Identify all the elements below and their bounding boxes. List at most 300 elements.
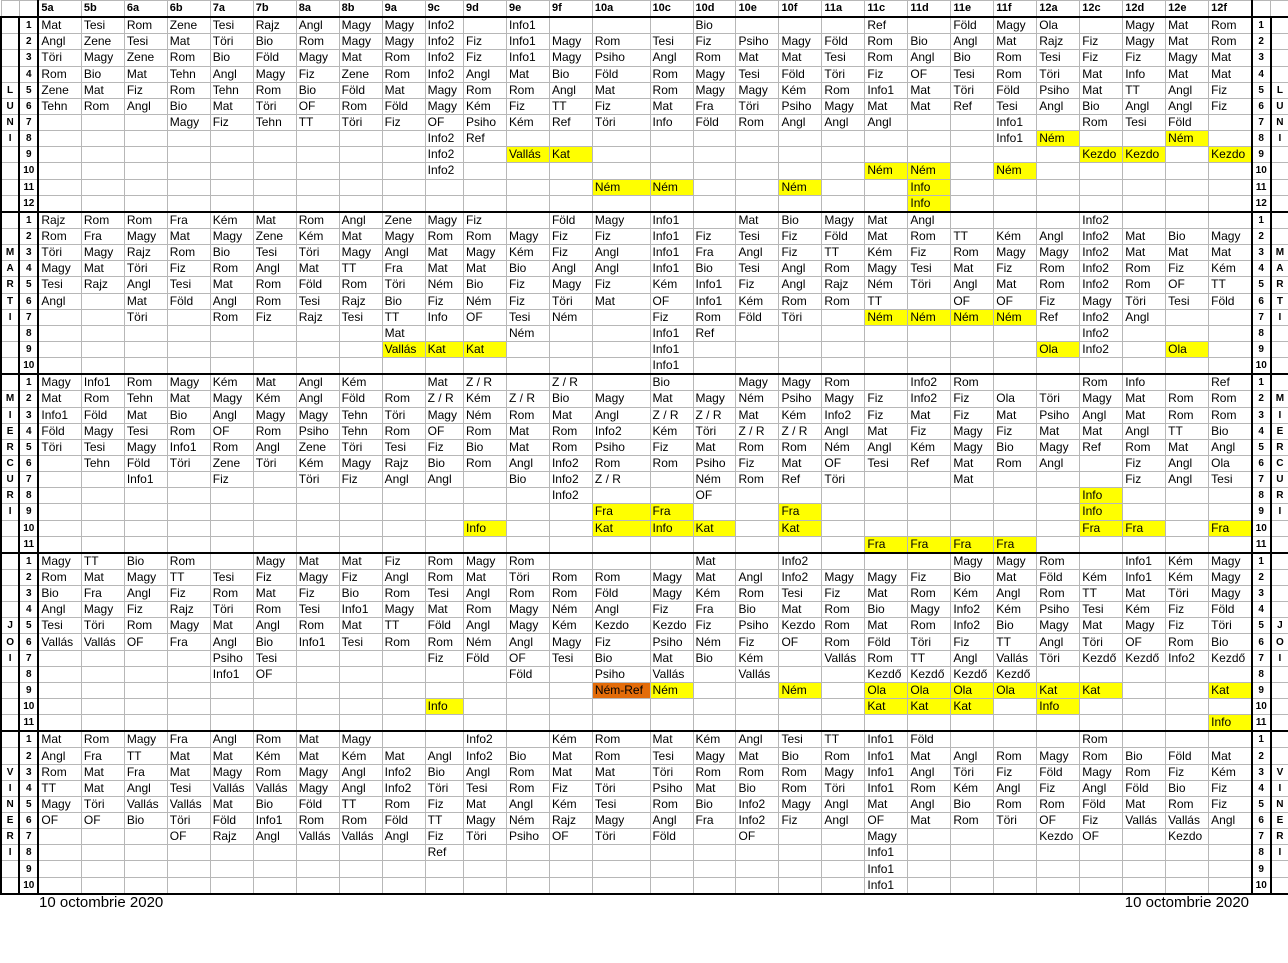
period-number: 4 xyxy=(1252,66,1271,82)
lesson-cell: Föld xyxy=(650,829,693,845)
lesson-cell xyxy=(210,341,253,357)
lesson-cell: Rom xyxy=(822,82,865,98)
lesson-cell: Rom xyxy=(382,796,425,812)
lesson-cell: Magy xyxy=(1209,228,1252,244)
lesson-cell: Föld xyxy=(124,455,167,471)
lesson-cell: Töri xyxy=(38,245,81,261)
lesson-cell xyxy=(339,325,382,341)
lesson-cell xyxy=(650,553,693,570)
lesson-cell: Ném xyxy=(865,309,908,325)
lesson-cell xyxy=(994,699,1037,715)
day-letter xyxy=(1271,50,1288,66)
lesson-cell: Töri xyxy=(779,309,822,325)
lesson-cell: Angl xyxy=(1037,634,1080,650)
period-number: 4 xyxy=(19,780,38,796)
day-letter xyxy=(1271,17,1288,34)
lesson-cell: Fra xyxy=(865,536,908,553)
lesson-cell xyxy=(382,520,425,536)
lesson-cell: Bio xyxy=(506,748,549,764)
lesson-cell xyxy=(464,504,507,520)
lesson-cell: Kém xyxy=(1166,553,1209,570)
period-number: 6 xyxy=(19,813,38,829)
lesson-cell: Kém xyxy=(693,586,736,602)
lesson-cell: TT xyxy=(382,618,425,634)
lesson-cell: Rajz xyxy=(81,277,124,293)
class-header: 5a xyxy=(38,1,81,18)
period-number: 7 xyxy=(1252,650,1271,666)
lesson-cell: Tesi xyxy=(650,34,693,50)
lesson-cell: Z / R xyxy=(592,472,650,488)
lesson-cell xyxy=(1209,212,1252,229)
lesson-cell: Töri xyxy=(951,764,994,780)
lesson-cell xyxy=(253,147,296,163)
lesson-cell xyxy=(1209,845,1252,861)
lesson-cell: Kém xyxy=(736,293,779,309)
lesson-cell xyxy=(549,536,592,553)
lesson-cell: TT xyxy=(908,650,951,666)
lesson-cell: Tesi xyxy=(779,586,822,602)
lesson-cell xyxy=(464,147,507,163)
lesson-cell: Töri xyxy=(81,618,124,634)
lesson-cell: Fiz xyxy=(506,293,549,309)
lesson-cell: Psiho xyxy=(650,780,693,796)
lesson-cell xyxy=(865,131,908,147)
day-letter: T xyxy=(1,293,19,309)
period-number: 7 xyxy=(19,309,38,325)
lesson-cell: Magy xyxy=(650,586,693,602)
lesson-cell: Kezdo xyxy=(1080,147,1123,163)
lesson-cell: Kém xyxy=(506,114,549,130)
lesson-cell xyxy=(38,358,81,375)
lesson-cell: Bio xyxy=(779,212,822,229)
lesson-cell xyxy=(506,341,549,357)
lesson-cell xyxy=(382,131,425,147)
lesson-cell: Rom xyxy=(822,602,865,618)
lesson-cell: Kém xyxy=(253,391,296,407)
lesson-cell xyxy=(382,163,425,179)
lesson-cell xyxy=(693,163,736,179)
lesson-cell: Angl xyxy=(506,455,549,471)
day-letter xyxy=(1271,195,1288,212)
period-row xyxy=(1,309,1288,325)
lesson-cell: Bio xyxy=(951,569,994,585)
lesson-cell: Bio xyxy=(951,50,994,66)
lesson-cell xyxy=(382,650,425,666)
period-row xyxy=(1,553,1288,570)
lesson-cell xyxy=(592,715,650,732)
day-letter xyxy=(1271,34,1288,50)
lesson-cell: Tehn xyxy=(81,455,124,471)
lesson-cell xyxy=(124,114,167,130)
lesson-cell xyxy=(339,861,382,877)
lesson-cell xyxy=(908,325,951,341)
lesson-cell xyxy=(693,861,736,877)
day-letter: I xyxy=(1,309,19,325)
lesson-cell xyxy=(1209,179,1252,195)
lesson-cell: Vallás xyxy=(650,666,693,682)
day-letter: A xyxy=(1271,261,1288,277)
lesson-cell: Fiz xyxy=(1166,764,1209,780)
lesson-cell: Fiz xyxy=(425,796,463,812)
period-number: 7 xyxy=(1252,309,1271,325)
lesson-cell: Bio xyxy=(124,553,167,570)
lesson-cell xyxy=(994,341,1037,357)
lesson-cell: Kém xyxy=(464,98,507,114)
lesson-cell xyxy=(908,861,951,877)
lesson-cell xyxy=(908,845,951,861)
lesson-cell xyxy=(951,147,994,163)
lesson-cell xyxy=(736,504,779,520)
lesson-cell: Ném xyxy=(736,391,779,407)
lesson-cell xyxy=(865,341,908,357)
lesson-cell: Psiho xyxy=(296,423,339,439)
lesson-cell xyxy=(425,504,463,520)
period-number: 8 xyxy=(1252,325,1271,341)
lesson-cell: Rom xyxy=(1037,586,1080,602)
lesson-cell: Rom xyxy=(908,586,951,602)
lesson-cell: Bio xyxy=(693,650,736,666)
lesson-cell xyxy=(693,877,736,894)
period-number: 9 xyxy=(1252,861,1271,877)
lesson-cell: Info2 xyxy=(425,131,463,147)
lesson-cell: Kezdő xyxy=(908,666,951,682)
lesson-cell: Kém xyxy=(296,455,339,471)
lesson-cell: Mat xyxy=(464,796,507,812)
lesson-cell: Fiz xyxy=(506,277,549,293)
period-row xyxy=(1,358,1288,375)
lesson-cell xyxy=(779,17,822,34)
lesson-cell xyxy=(951,325,994,341)
lesson-cell xyxy=(464,358,507,375)
class-header: 9d xyxy=(464,1,507,18)
lesson-cell: Angl xyxy=(339,764,382,780)
lesson-cell xyxy=(124,650,167,666)
lesson-cell: Mat xyxy=(167,764,210,780)
lesson-cell: Magy xyxy=(779,796,822,812)
lesson-cell: Magy xyxy=(124,439,167,455)
lesson-cell: Magy xyxy=(253,66,296,82)
period-number: 2 xyxy=(19,228,38,244)
lesson-cell xyxy=(1123,488,1166,504)
lesson-cell xyxy=(822,861,865,877)
lesson-cell: Kém xyxy=(296,228,339,244)
lesson-cell: Fiz xyxy=(425,650,463,666)
period-number: 6 xyxy=(19,98,38,114)
lesson-cell: TT xyxy=(382,309,425,325)
day-letter: I xyxy=(1271,504,1288,520)
lesson-cell xyxy=(167,877,210,894)
lesson-cell xyxy=(210,131,253,147)
lesson-cell: Tesi xyxy=(736,261,779,277)
lesson-cell: Rom xyxy=(124,618,167,634)
lesson-cell: Magy xyxy=(296,407,339,423)
period-number: 2 xyxy=(1252,569,1271,585)
lesson-cell xyxy=(549,682,592,698)
lesson-cell: Fiz xyxy=(1037,293,1080,309)
lesson-cell: Rom xyxy=(425,553,463,570)
lesson-cell: Mat xyxy=(464,261,507,277)
class-header: 11d xyxy=(908,1,951,18)
lesson-cell xyxy=(865,553,908,570)
period-row xyxy=(1,520,1288,536)
period-number: 4 xyxy=(1252,261,1271,277)
lesson-cell xyxy=(124,147,167,163)
lesson-cell xyxy=(994,179,1037,195)
lesson-cell xyxy=(822,341,865,357)
day-letter xyxy=(1,553,19,570)
period-row xyxy=(1,877,1288,894)
lesson-cell: Fiz xyxy=(382,553,425,570)
lesson-cell xyxy=(908,715,951,732)
lesson-cell: Fra xyxy=(693,245,736,261)
lesson-cell: Z / R xyxy=(650,407,693,423)
lesson-cell: Angl xyxy=(506,634,549,650)
lesson-cell: Z / R xyxy=(506,391,549,407)
lesson-cell: Magy xyxy=(1209,586,1252,602)
lesson-cell: Föld xyxy=(1037,569,1080,585)
lesson-cell: Kezdo xyxy=(779,618,822,634)
lesson-cell xyxy=(124,829,167,845)
lesson-cell xyxy=(1080,699,1123,715)
period-number: 4 xyxy=(19,261,38,277)
lesson-cell: Mat xyxy=(210,796,253,812)
day-letter: E xyxy=(1271,423,1288,439)
class-header: 9a xyxy=(382,1,425,18)
lesson-cell xyxy=(865,715,908,732)
lesson-cell: Mat xyxy=(865,423,908,439)
lesson-cell: Rom xyxy=(506,764,549,780)
day-letter: O xyxy=(1271,634,1288,650)
period-row xyxy=(1,780,1288,796)
lesson-cell: Info2 xyxy=(908,391,951,407)
period-row xyxy=(1,50,1288,66)
lesson-cell: Mat xyxy=(167,391,210,407)
lesson-cell xyxy=(210,504,253,520)
lesson-cell: Bio xyxy=(210,245,253,261)
lesson-cell: Magy xyxy=(296,780,339,796)
lesson-cell xyxy=(650,699,693,715)
lesson-cell: Föld xyxy=(822,34,865,50)
lesson-cell xyxy=(1037,212,1080,229)
lesson-cell: Tesi xyxy=(464,780,507,796)
lesson-cell: Angl xyxy=(425,472,463,488)
lesson-cell xyxy=(81,715,124,732)
lesson-cell: Angl xyxy=(908,212,951,229)
lesson-cell: TT xyxy=(167,569,210,585)
lesson-cell xyxy=(1123,682,1166,698)
day-letter xyxy=(1271,147,1288,163)
lesson-cell xyxy=(425,715,463,732)
lesson-cell: Vallás xyxy=(81,634,124,650)
lesson-cell xyxy=(1123,212,1166,229)
lesson-cell xyxy=(124,520,167,536)
lesson-cell: Töri xyxy=(908,277,951,293)
lesson-cell: Magy xyxy=(1209,553,1252,570)
day-letter: I xyxy=(1271,650,1288,666)
day-letter: I xyxy=(1,780,19,796)
lesson-cell: Mat xyxy=(693,439,736,455)
lesson-cell xyxy=(736,682,779,698)
lesson-cell: Tesi xyxy=(210,569,253,585)
lesson-cell: Rom xyxy=(38,569,81,585)
lesson-cell: Magy xyxy=(822,98,865,114)
lesson-cell: Magy xyxy=(994,17,1037,34)
day-letter: U xyxy=(1,472,19,488)
lesson-cell: Fra xyxy=(908,536,951,553)
lesson-cell xyxy=(210,536,253,553)
lesson-cell xyxy=(167,488,210,504)
lesson-cell: Rom xyxy=(382,634,425,650)
lesson-cell: Kezdo xyxy=(1123,147,1166,163)
lesson-cell: Fra xyxy=(693,602,736,618)
lesson-cell: Magy xyxy=(1037,618,1080,634)
lesson-cell xyxy=(1037,472,1080,488)
period-number: 6 xyxy=(19,634,38,650)
day-letter: R xyxy=(1,277,19,293)
lesson-cell: Mat xyxy=(1080,423,1123,439)
lesson-cell xyxy=(296,195,339,212)
lesson-cell: Kezdo xyxy=(1166,829,1209,845)
lesson-cell: Magy xyxy=(951,439,994,455)
lesson-cell: Mat xyxy=(382,325,425,341)
period-row xyxy=(1,66,1288,82)
lesson-cell xyxy=(779,877,822,894)
lesson-cell: Angl xyxy=(1166,472,1209,488)
lesson-cell: Rom xyxy=(253,423,296,439)
lesson-cell xyxy=(736,861,779,877)
lesson-cell: Angl xyxy=(210,66,253,82)
lesson-cell xyxy=(124,536,167,553)
lesson-cell: TT xyxy=(951,228,994,244)
lesson-cell: Magy xyxy=(339,17,382,34)
lesson-cell xyxy=(822,309,865,325)
lesson-cell: Töri xyxy=(592,780,650,796)
period-row xyxy=(1,650,1288,666)
lesson-cell xyxy=(253,715,296,732)
lesson-cell: Magy xyxy=(124,569,167,585)
lesson-cell: Bio xyxy=(425,764,463,780)
day-letter: I xyxy=(1,845,19,861)
lesson-cell: OF xyxy=(549,829,592,845)
lesson-cell: Kezdo xyxy=(592,618,650,634)
lesson-cell: Angl xyxy=(464,618,507,634)
lesson-cell: Angl xyxy=(382,569,425,585)
lesson-cell: Tesi xyxy=(865,455,908,471)
lesson-cell: Fra xyxy=(779,504,822,520)
lesson-cell xyxy=(994,715,1037,732)
lesson-cell: Magy xyxy=(822,212,865,229)
day-letter: E xyxy=(1,423,19,439)
lesson-cell: OF xyxy=(81,813,124,829)
lesson-cell xyxy=(908,520,951,536)
lesson-cell: Mat xyxy=(1166,66,1209,82)
lesson-cell: Rom xyxy=(464,455,507,471)
lesson-cell: OF xyxy=(650,293,693,309)
lesson-cell: Mat xyxy=(124,293,167,309)
lesson-cell: Rom xyxy=(779,439,822,455)
lesson-cell: Kém xyxy=(650,423,693,439)
lesson-cell xyxy=(210,682,253,698)
lesson-cell xyxy=(464,861,507,877)
lesson-cell xyxy=(908,358,951,375)
lesson-cell: Fiz xyxy=(425,439,463,455)
lesson-cell: Rom xyxy=(1123,439,1166,455)
lesson-cell: Magy xyxy=(464,813,507,829)
lesson-cell: Magy xyxy=(592,813,650,829)
lesson-cell xyxy=(693,212,736,229)
lesson-cell: Angl xyxy=(736,569,779,585)
lesson-cell: Mat xyxy=(506,423,549,439)
lesson-cell: Angl xyxy=(296,17,339,34)
lesson-cell: Töri xyxy=(1037,391,1080,407)
lesson-cell xyxy=(167,358,210,375)
lesson-cell: Magy xyxy=(1080,391,1123,407)
lesson-cell: Rom xyxy=(506,407,549,423)
lesson-cell: Rajz xyxy=(1037,34,1080,50)
lesson-cell: Info2 xyxy=(1080,309,1123,325)
lesson-cell xyxy=(38,861,81,877)
lesson-cell xyxy=(210,325,253,341)
lesson-cell: Vallás xyxy=(1123,813,1166,829)
lesson-cell: Angl xyxy=(1166,455,1209,471)
class-header: 12d xyxy=(1123,1,1166,18)
lesson-cell: Mat xyxy=(81,261,124,277)
lesson-cell: Mat xyxy=(81,82,124,98)
lesson-cell: Rom xyxy=(124,212,167,229)
day-letter: I xyxy=(1271,309,1288,325)
lesson-cell: Angl xyxy=(650,813,693,829)
lesson-cell: Rom xyxy=(339,277,382,293)
lesson-cell xyxy=(1166,147,1209,163)
class-header: 7a xyxy=(210,1,253,18)
lesson-cell xyxy=(464,666,507,682)
lesson-cell: Rom xyxy=(1037,277,1080,293)
period-row xyxy=(1,245,1288,261)
lesson-cell: Mat xyxy=(908,82,951,98)
lesson-cell: Fra xyxy=(994,536,1037,553)
lesson-cell: Rom xyxy=(253,293,296,309)
lesson-cell: Fiz xyxy=(506,98,549,114)
lesson-cell: Psiho xyxy=(650,634,693,650)
lesson-cell: Rajz xyxy=(124,245,167,261)
lesson-cell: Fiz xyxy=(1166,602,1209,618)
lesson-cell: Rom xyxy=(736,472,779,488)
period-number: 2 xyxy=(19,391,38,407)
day-letter xyxy=(1,341,19,357)
lesson-cell: Angl xyxy=(549,261,592,277)
lesson-cell: Rom xyxy=(994,455,1037,471)
lesson-cell: Info2 xyxy=(1080,325,1123,341)
day-letter xyxy=(1271,731,1288,748)
lesson-cell: Magy xyxy=(425,212,463,229)
lesson-cell: Psiho xyxy=(210,650,253,666)
lesson-cell: Mat xyxy=(736,407,779,423)
lesson-cell: Angl xyxy=(1166,98,1209,114)
lesson-cell: Info xyxy=(1123,66,1166,82)
lesson-cell: Mat xyxy=(425,245,463,261)
lesson-cell xyxy=(38,147,81,163)
lesson-cell: Fra xyxy=(951,536,994,553)
lesson-cell: Info1 xyxy=(650,245,693,261)
lesson-cell xyxy=(124,488,167,504)
lesson-cell: Bio xyxy=(382,293,425,309)
lesson-cell: Angl xyxy=(779,277,822,293)
lesson-cell: Magy xyxy=(339,245,382,261)
lesson-cell: Info2 xyxy=(549,488,592,504)
lesson-cell xyxy=(464,488,507,504)
day-letter xyxy=(1,715,19,732)
lesson-cell xyxy=(736,553,779,570)
